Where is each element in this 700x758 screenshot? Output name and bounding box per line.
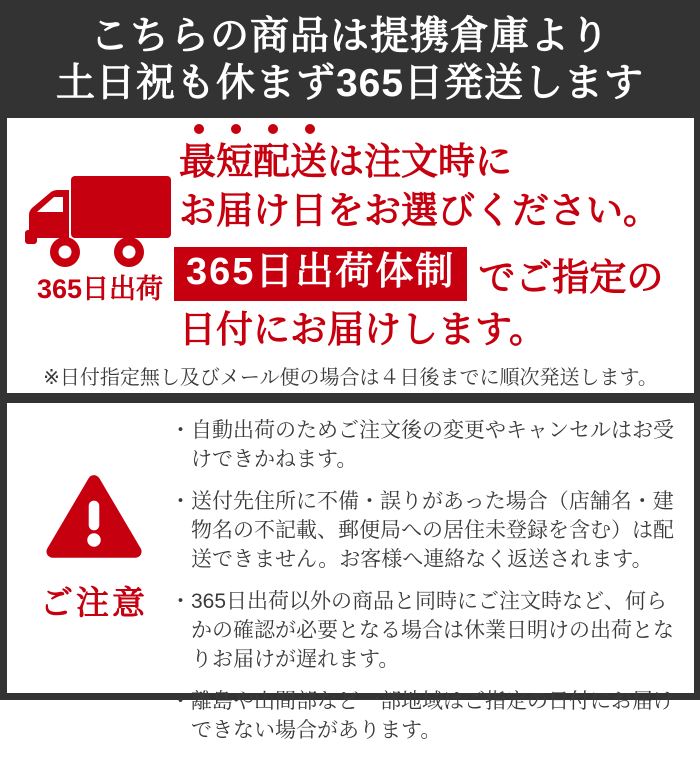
bullet-marker: ・ bbox=[170, 690, 191, 713]
shipping-heading-line-3 bbox=[174, 247, 663, 301]
caution-panel bbox=[7, 403, 694, 742]
truck-column bbox=[19, 174, 181, 306]
caution-bullet-item bbox=[170, 687, 684, 745]
caution-bullet-item bbox=[170, 487, 684, 574]
bullet-marker: ・ bbox=[170, 419, 191, 442]
caution-bullet-list bbox=[170, 416, 684, 758]
warning-triangle-icon bbox=[46, 471, 142, 561]
shipping-heading-line-2: お届け日をお選びください。 bbox=[179, 190, 660, 231]
emphasis-dot bbox=[268, 124, 278, 134]
bullet-text: 離島や山間部など一部地域はご指定の日付にお届けできない場合があります。 bbox=[191, 690, 674, 742]
shipping-heading-line-4: 日付にお届けします。 bbox=[179, 309, 547, 350]
delivery-truck-icon bbox=[25, 174, 175, 270]
caution-column bbox=[19, 471, 169, 624]
caution-bullet-item bbox=[170, 416, 684, 474]
bullet-marker: ・ bbox=[170, 590, 191, 613]
emphasis-dot bbox=[231, 124, 241, 134]
shipping-panel bbox=[7, 118, 694, 393]
caution-label: ご注意 bbox=[40, 584, 148, 621]
truck-caption: 365日出荷 bbox=[36, 274, 164, 304]
highlighted-365-badge: 365日出荷体制 bbox=[174, 247, 467, 301]
header-line-2: 土日祝も休まず365日発送します bbox=[55, 62, 645, 105]
shipping-heading-line-1: 最短配送は注文時に bbox=[179, 141, 512, 182]
emphasis-dot bbox=[305, 124, 315, 134]
shipping-note: ※日付指定無し及びメール便の場合は４日後までに順次発送します。 bbox=[43, 367, 658, 389]
bullet-text: 送付先住所に不備・誤りがあった場合（店舗名・建物名の不記載、郵便局への居住未登録を含む）は配送できません。お客様へ連絡なく返送されます。 bbox=[191, 490, 674, 571]
bullet-text: 365日出荷以外の商品と同時にご注文時など、何らかの確認が必要となる場合は休業日明けの出荷となりお届けが遅れます。 bbox=[191, 590, 674, 671]
highlight-suffix-text: でご指定の bbox=[478, 257, 664, 298]
emphasis-dots bbox=[180, 124, 328, 134]
header-line-1: こちらの商品は提携倉庫より bbox=[89, 15, 610, 58]
header-banner bbox=[0, 0, 700, 118]
emphasis-dot bbox=[194, 124, 204, 134]
caution-bullet-item bbox=[170, 587, 684, 674]
bullet-text: 自動出荷のためご注文後の変更やキャンセルはお受けできかねます。 bbox=[191, 419, 674, 471]
bullet-marker: ・ bbox=[170, 490, 191, 513]
